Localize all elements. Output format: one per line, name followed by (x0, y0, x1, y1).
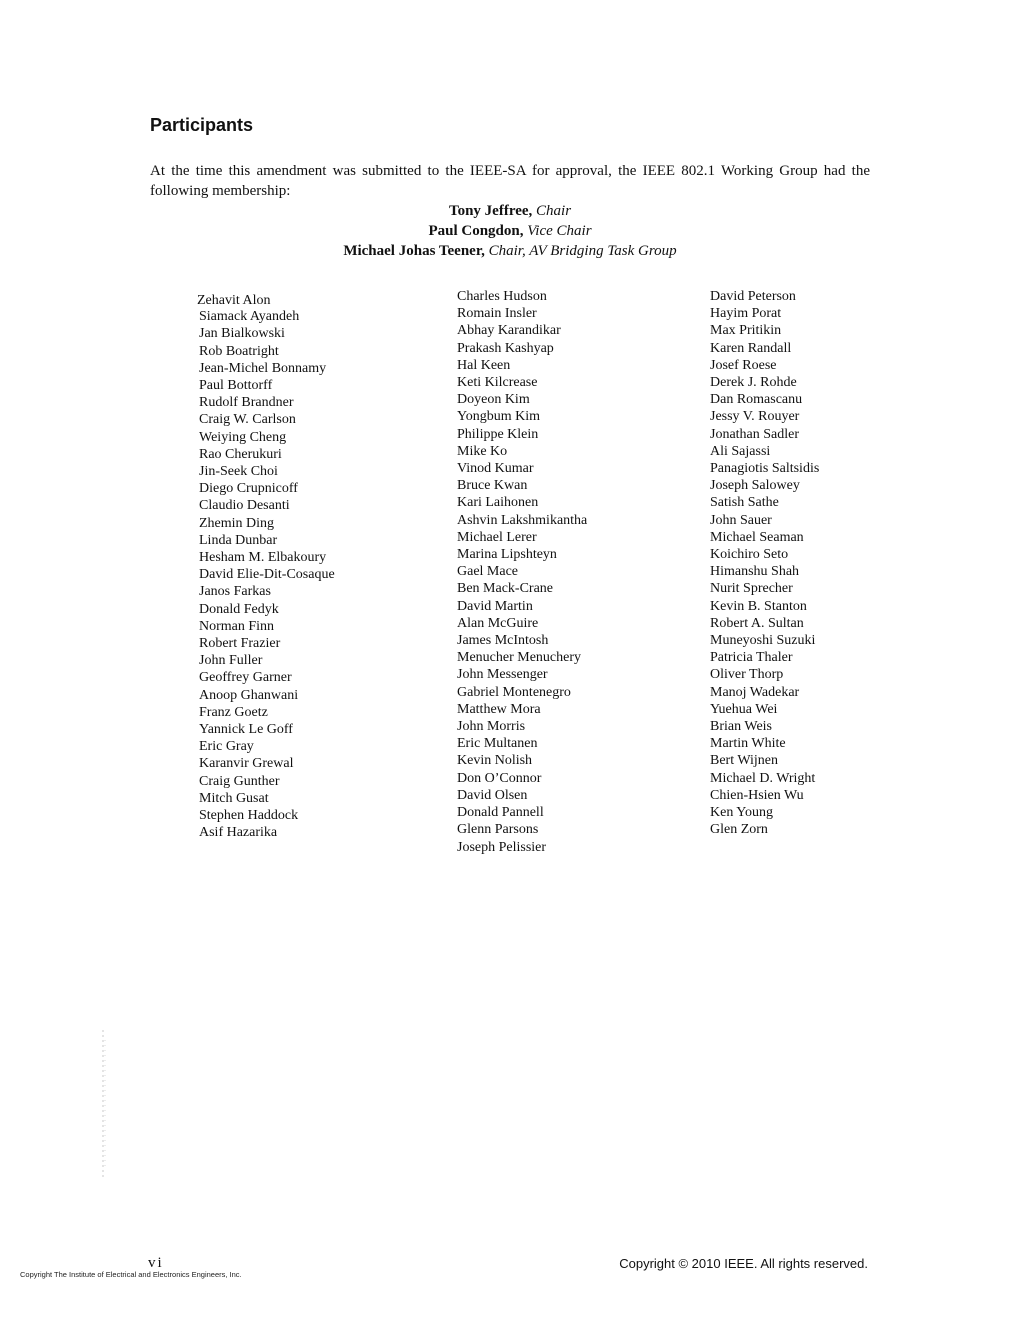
member-name: Oliver Thorp (710, 667, 784, 683)
member-name: Robert A. Sultan (710, 615, 804, 631)
member-name: Yuehua Wei (710, 701, 778, 717)
member-name: John Fuller (199, 653, 263, 669)
officer-chair (150, 201, 870, 221)
member-name: John Sauer (710, 512, 772, 528)
member-name: Max Pritikin (710, 323, 782, 339)
member-name: Yongbum Kim (457, 409, 540, 425)
member-name: Weiying Cheng (199, 429, 287, 445)
member-name: David Peterson (710, 289, 796, 304)
member-name: Hayim Porat (710, 306, 782, 322)
member-column-1 (199, 291, 335, 842)
member-name: Derek J. Rohde (710, 375, 797, 391)
member-name: Panagiotis Saltsidis (710, 461, 820, 477)
member-name: Siamack Ayandeh (199, 309, 300, 325)
member-name: Jonathan Sadler (710, 426, 800, 442)
member-name: Mike Ko (457, 443, 508, 459)
member-name: Geoffrey Garner (199, 670, 292, 686)
member-name: Ali Sajassi (710, 443, 771, 459)
member-column-3 (710, 288, 819, 839)
member-name: Hesham M. Elbakoury (199, 550, 327, 566)
member-name: Donald Fedyk (199, 601, 279, 617)
member-name: Michael Lerer (457, 529, 537, 545)
officer-role: Chair, AV Bridging Task Group (488, 243, 677, 259)
member-name: Ken Young (710, 805, 774, 821)
member-name: Rao Cherukuri (199, 446, 282, 462)
member-name: Karanvir Grewal (199, 756, 294, 772)
member-name: Craig W. Carlson (199, 412, 296, 428)
member-name: Satish Sathe (710, 495, 779, 511)
member-name: Muneyoshi Suzuki (710, 633, 816, 649)
member-name: Matthew Mora (457, 701, 541, 717)
member-name: Donald Pannell (457, 805, 544, 821)
member-name: Kevin B. Stanton (710, 598, 807, 614)
member-name: Zhemin Ding (199, 515, 275, 531)
member-name: Chien-Hsien Wu (710, 787, 804, 803)
member-name: Joseph Salowey (710, 478, 800, 494)
member-name: Franz Goetz (199, 704, 268, 720)
member-name: Janos Farkas (199, 584, 271, 600)
member-name: Mitch Gusat (199, 790, 269, 806)
member-name: Nurit Sprecher (710, 581, 793, 597)
member-name: Dan Romascanu (710, 392, 803, 408)
member-name: Marina Lipshteyn (457, 547, 557, 563)
member-name: Robert Frazier (199, 636, 281, 652)
officer-name: Tony Jeffree, (448, 203, 533, 219)
officer-role: Vice Chair (527, 223, 592, 239)
member-name: James McIntosh (457, 633, 549, 649)
officer-task-group-chair (150, 241, 870, 261)
member-name: Karen Randall (710, 340, 792, 356)
member-name: Martin White (710, 736, 786, 752)
member-name: John Morris (457, 719, 526, 735)
page-number: vi (148, 1255, 164, 1271)
member-name: Alan McGuire (457, 615, 539, 631)
officer-name: Paul Congdon, (428, 223, 524, 239)
member-name: Anoop Ghanwani (199, 687, 299, 703)
member-name: Rob Boatright (199, 343, 279, 359)
member-name: Himanshu Shah (710, 564, 800, 580)
member-name: Prakash Kashyap (457, 340, 554, 356)
member-name: Brian Weis (710, 719, 772, 735)
member-name: Don O’Connor (457, 770, 542, 786)
member-name: Linda Dunbar (199, 532, 278, 548)
member-name: Ashvin Lakshmikantha (457, 512, 588, 528)
officer-vice-chair (150, 221, 870, 241)
member-name: Keti Kilcrease (457, 375, 538, 391)
member-name: Bert Wijnen (710, 753, 778, 769)
member-name: John Messenger (457, 667, 548, 683)
officers-block (150, 201, 870, 261)
officer-role: Chair (536, 203, 572, 219)
section-heading: Participants (150, 115, 254, 135)
member-name: David Elie-Dit-Cosaque (199, 567, 335, 583)
member-name: Menucher Menuchery (457, 650, 582, 666)
member-name: Hal Keen (457, 357, 511, 373)
member-name: Gabriel Montenegro (457, 684, 571, 700)
member-name: Charles Hudson (457, 289, 547, 304)
member-name: Craig Gunther (199, 773, 280, 789)
member-name: Josef Roese (710, 357, 777, 373)
member-column-2 (457, 288, 587, 856)
member-name: David Martin (457, 598, 533, 614)
member-name: Claudio Desanti (199, 498, 290, 514)
member-name: Paul Bottorff (199, 378, 273, 394)
member-name: Joseph Pelissier (457, 839, 547, 855)
member-name: Abhay Karandikar (457, 323, 561, 339)
member-name: Diego Crupnicoff (199, 481, 298, 497)
member-name: Romain Insler (457, 306, 537, 322)
member-name: Gael Mace (457, 564, 519, 580)
member-name: Eric Gray (199, 739, 254, 755)
member-name: Philippe Klein (457, 426, 539, 442)
member-name: Glen Zorn (710, 822, 768, 838)
member-name: Kevin Nolish (457, 753, 533, 769)
member-name: Jin-Seek Choi (199, 464, 278, 480)
margin-scan-mark (98, 1030, 108, 1178)
member-name: Michael D. Wright (710, 770, 816, 786)
member-name: Vinod Kumar (457, 461, 534, 477)
member-name: Rudolf Brandner (199, 395, 294, 411)
member-name: Yannick Le Goff (199, 722, 293, 738)
member-name: Manoj Wadekar (710, 684, 800, 700)
member-name: Koichiro Seto (710, 547, 789, 563)
member-name: Michael Seaman (710, 529, 804, 545)
licensee-notice: Copyright The Institute of Electrical and Electronics Engineers, Inc. (20, 1270, 242, 1279)
member-name: Ben Mack-Crane (457, 581, 554, 597)
intro-paragraph: At the time this amendment was submitted to the IEEE-SA for approval, the IEEE 802.1 Working Group had the following membership: (150, 163, 870, 199)
member-name: Zehavit Alon (197, 293, 271, 308)
member-name: Stephen Haddock (199, 808, 299, 824)
member-name: Bruce Kwan (457, 478, 528, 494)
member-name: Patricia Thaler (710, 650, 793, 666)
member-name: Asif Hazarika (199, 825, 278, 841)
member-name: Eric Multanen (457, 736, 538, 752)
member-name: Jean-Michel Bonnamy (199, 360, 327, 376)
officer-name: Michael Johas Teener, (343, 243, 485, 259)
member-name: Kari Laihonen (457, 495, 539, 511)
copyright-notice: Copyright © 2010 IEEE. All rights reserved. (619, 1256, 868, 1271)
member-name: Jessy V. Rouyer (710, 409, 800, 425)
member-name: Norman Finn (199, 618, 275, 634)
member-name: David Olsen (457, 787, 528, 803)
member-name: Doyeon Kim (457, 392, 530, 408)
member-name: Jan Bialkowski (199, 326, 285, 342)
member-name: Glenn Parsons (457, 822, 539, 838)
